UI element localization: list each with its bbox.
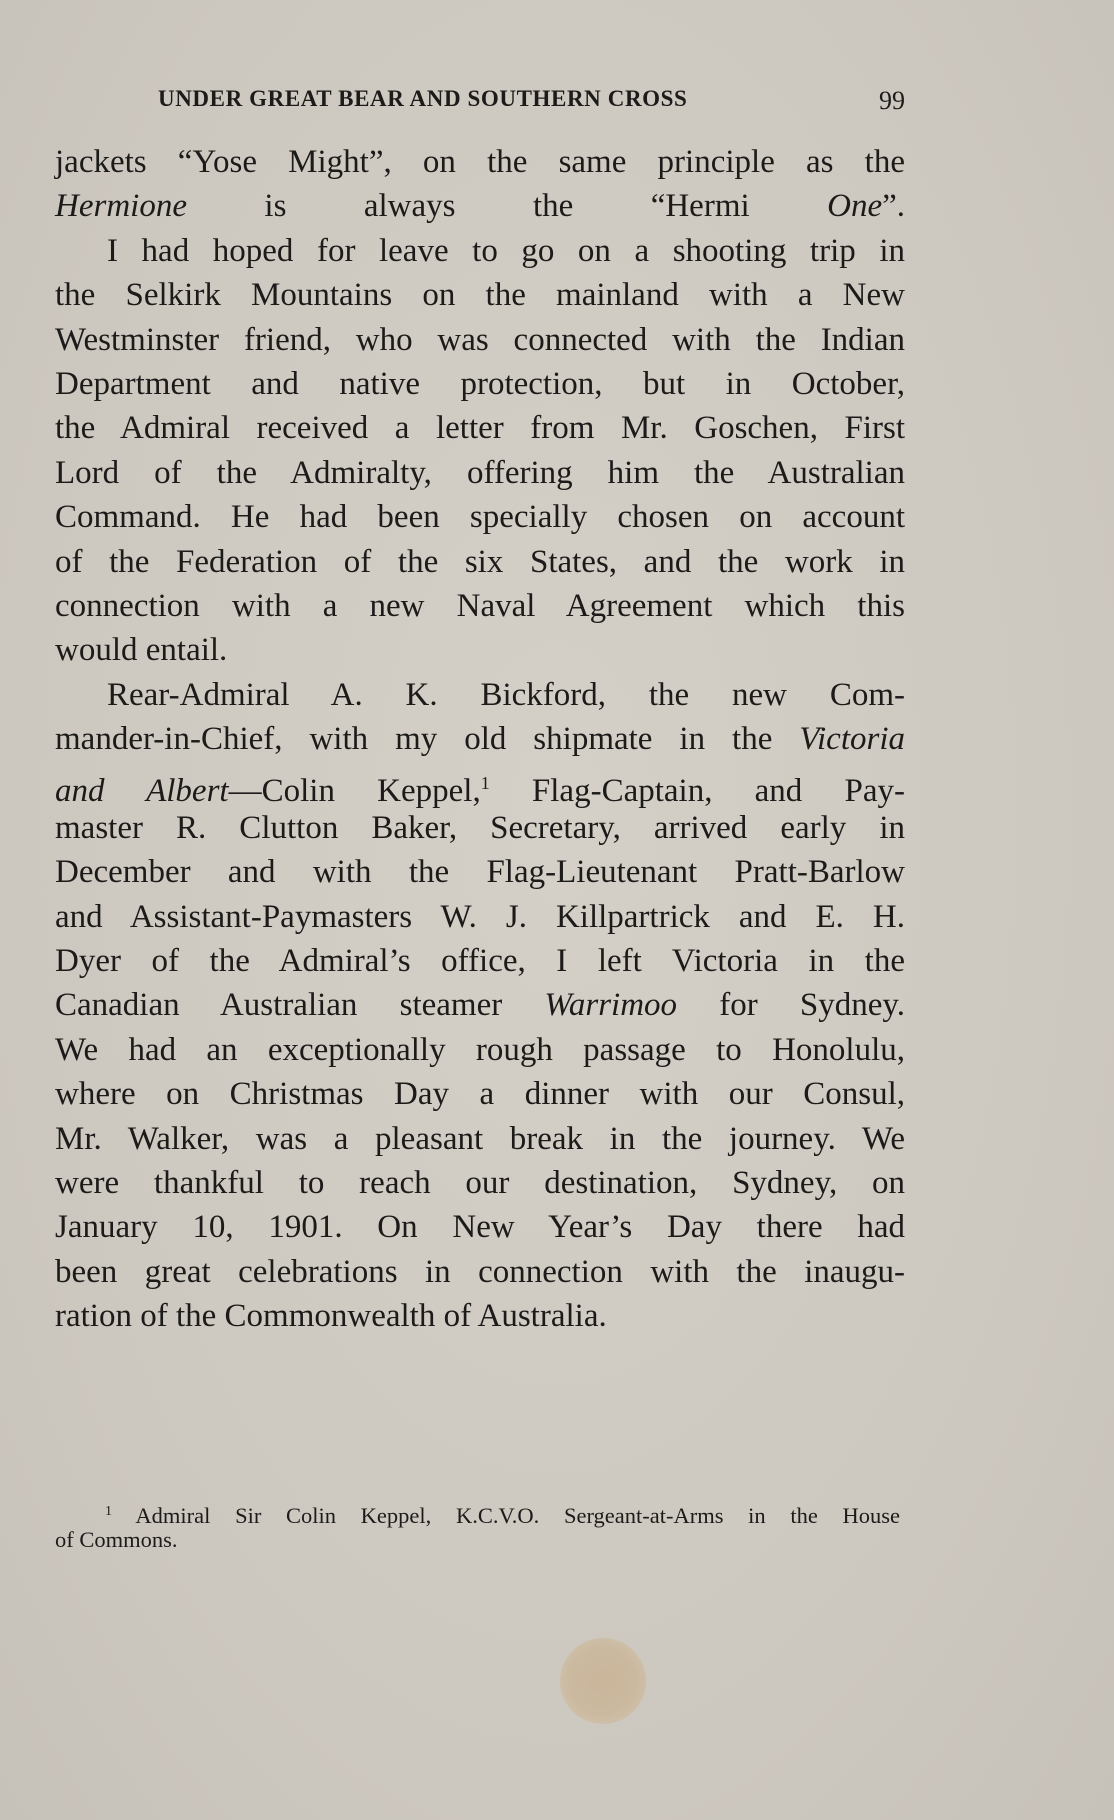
text-fragment: Flag-Captain, and Pay- [489,773,905,810]
text-line: were thankful to reach our destination, Sydney, on [55,1164,905,1201]
text-line [55,983,905,1027]
text-fragment: mander-in-Chief, with my old shipmate in the [55,721,800,758]
text-line: where on Christmas Day a dinner with our Consul, [55,1076,905,1113]
text-line [55,717,905,761]
text-line: We had an exceptionally rough passage to Honolulu, [55,1031,905,1068]
footnote-reference: 1 [480,773,490,794]
text-fragment: for Sydney. [677,987,905,1024]
text-line: Command. He had been specially chosen on account [55,499,905,536]
text-fragment: Canadian Australian steamer [55,987,545,1024]
ship-name: Victoria [799,721,905,758]
text-line: master R. Clutton Baker, Secretary, arrived early in [55,809,905,846]
italic-fragment: One [827,188,883,225]
text-line: connection with a new Naval Agreement which this [55,587,905,624]
ship-name: and Albert [55,773,229,810]
running-head [55,86,905,122]
text-line: Dyer of the Admiral’s office, I left Victoria in the [55,943,905,980]
text-line: been great celebrations in connection with the inaugu- [55,1253,905,1290]
page-number: 99 [879,86,905,115]
text-line [55,761,905,810]
paper-stain [560,1638,646,1724]
text-line: Mr. Walker, was a pleasant break in the journey. We [55,1120,905,1157]
text-line: January 10, 1901. On New Year’s Day there had [55,1209,905,1246]
text-line: December and with the Flag-Lieutenant Pratt-Barlow [55,854,905,891]
footnote-marker: 1 [105,1504,112,1519]
text-line: Westminster friend, who was connected with the Indian [55,321,905,358]
text-line: I had hoped for leave to go on a shooting trip in [107,232,905,269]
text-line: Department and native protection, but in October, [55,365,905,402]
footnote-line: of Commons. [55,1527,178,1552]
footnote [55,1500,900,1552]
text-fragment: —Colin Keppel, [228,773,481,810]
ship-name: Warrimoo [544,987,678,1024]
text-fragment: is always the “Hermi [186,188,828,225]
text-line: Rear-Admiral A. K. Bickford, the new Com- [107,676,905,713]
text-fragment: ”. [882,188,905,225]
text-line: ration of the Commonwealth of Australia. [55,1298,607,1335]
text-line: would entail. [55,632,228,669]
text-line: of the Federation of the six States, and the work in [55,543,905,580]
footnote-line [55,1500,900,1528]
text-line: the Selkirk Mountains on the mainland with a New [55,277,905,314]
text-line: the Admiral received a letter from Mr. Goschen, First [55,410,905,447]
text-line: Lord of the Admiralty, offering him the Australian [55,454,905,491]
text-line: jackets “Yose Might”, on the same principle as the [55,144,905,180]
ship-name: Hermione [55,188,187,225]
running-title: UNDER GREAT BEAR AND SOUTHERN CROSS [158,86,688,111]
text-line [55,184,905,228]
text-line: and Assistant-Paymasters W. J. Killpartrick and E. H. [55,898,905,935]
body-text [55,140,905,1339]
footnote-text: Admiral Sir Colin Keppel, K.C.V.O. Sergeant-at-Arms in the House [112,1503,900,1528]
